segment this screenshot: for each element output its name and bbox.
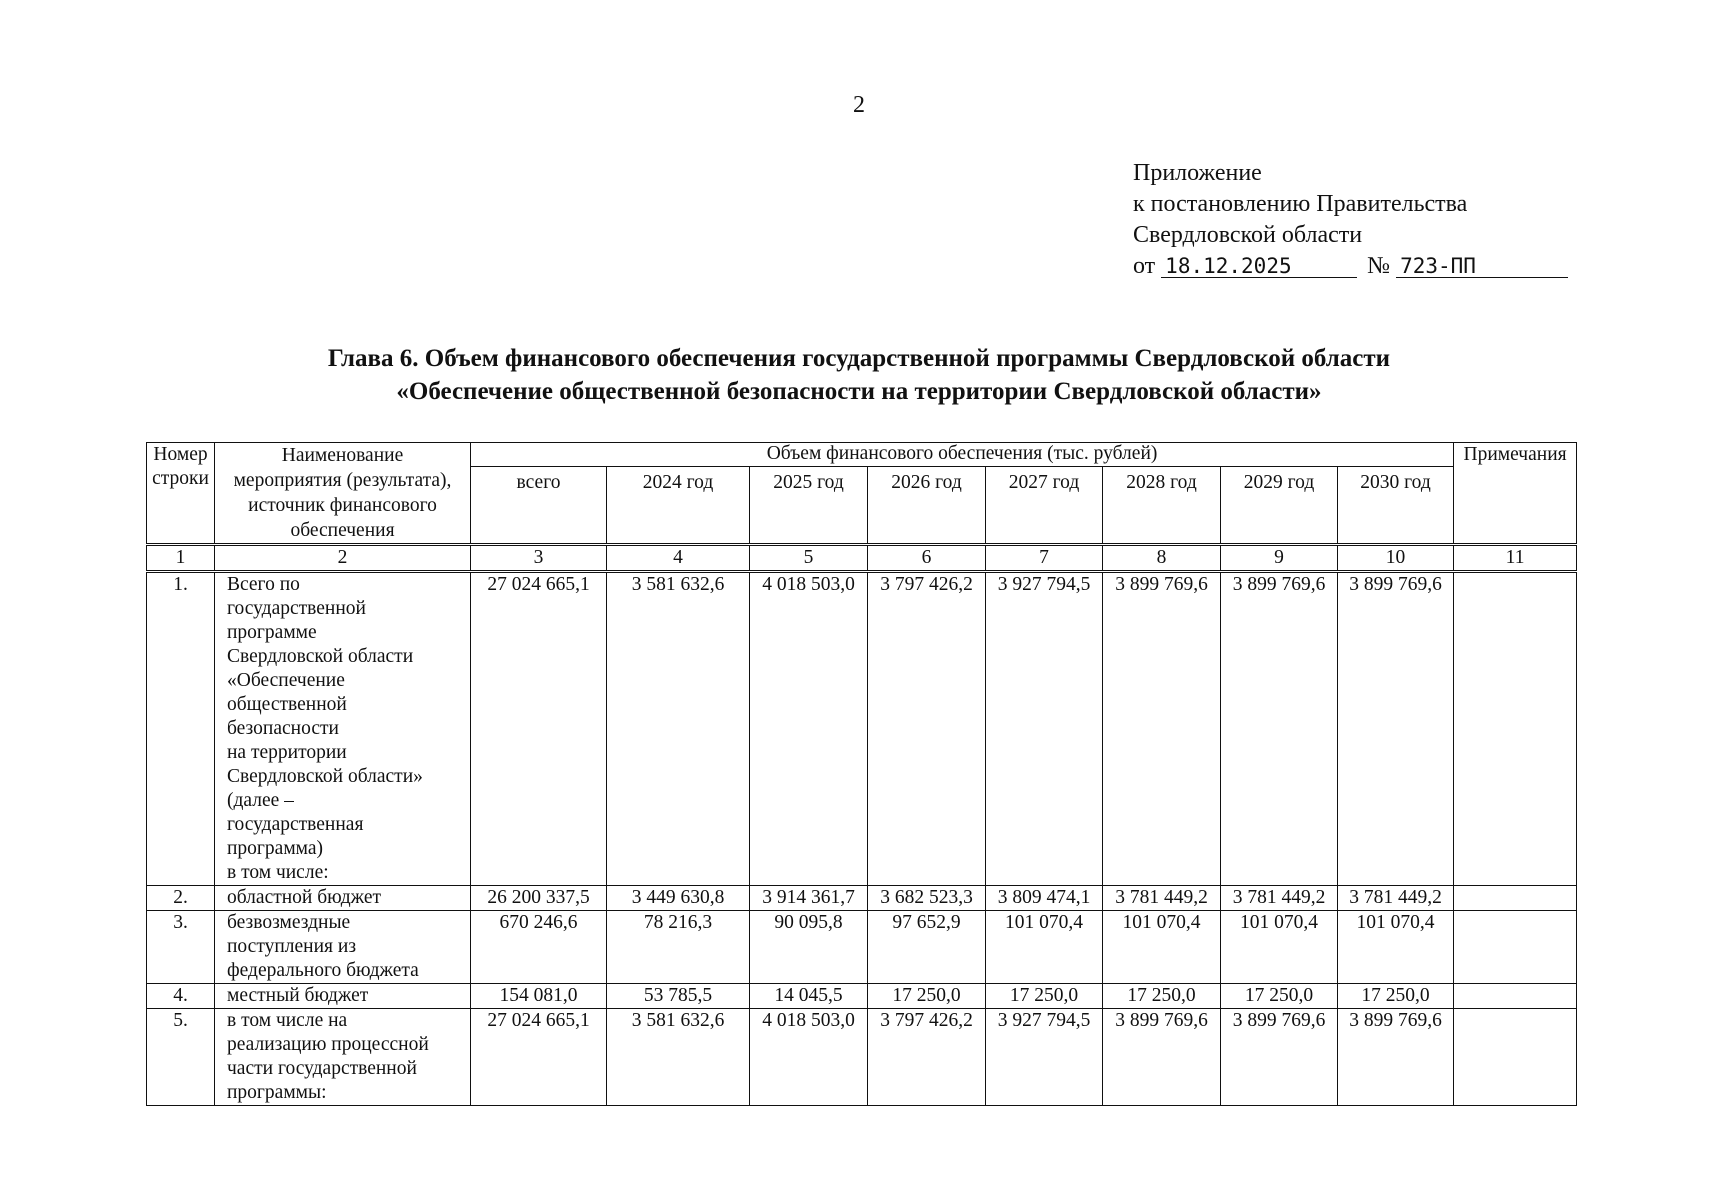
row-name-line: Свердловской области» (227, 766, 423, 787)
row-name-line: «Обеспечение (227, 670, 345, 691)
table-row (147, 886, 1577, 911)
resolution-number: 723-ПП (1396, 255, 1568, 278)
row-value: 3 809 474,1 (986, 886, 1103, 911)
row-value: 670 246,6 (471, 911, 607, 984)
row-name-line: государственная (227, 814, 364, 835)
row-value: 27 024 665,1 (471, 1009, 607, 1106)
row-number: 4. (147, 984, 215, 1009)
table-row (147, 984, 1577, 1009)
row-number: 3. (147, 911, 215, 984)
appendix-block (1133, 158, 1568, 282)
row-value: 3 899 769,6 (1103, 1009, 1221, 1106)
row-name-line: в том числе на (227, 1010, 348, 1031)
header-row-number-line: Номер (153, 444, 208, 465)
row-number: 1. (147, 572, 215, 886)
header-row-number-line: строки (152, 468, 209, 489)
header-year-2029: 2029 год (1221, 466, 1338, 544)
row-name-line: программе (227, 622, 317, 643)
column-number: 10 (1338, 545, 1454, 572)
appendix-resolution: к постановлению Правительства (1133, 191, 1468, 217)
row-value: 3 899 769,6 (1221, 572, 1338, 886)
row-value: 3 914 361,7 (750, 886, 868, 911)
row-name-line: местный бюджет (227, 985, 369, 1006)
appendix-region: Свердловской области (1133, 222, 1363, 248)
row-value: 3 927 794,5 (986, 572, 1103, 886)
number-sign: № (1367, 253, 1391, 279)
row-value: 17 250,0 (1338, 984, 1454, 1009)
row-name-line: в том числе: (227, 862, 329, 883)
row-value: 17 250,0 (1103, 984, 1221, 1009)
column-number: 5 (750, 545, 868, 572)
financing-table (146, 442, 1577, 1106)
row-value: 3 797 426,2 (868, 1009, 986, 1106)
row-value: 27 024 665,1 (471, 572, 607, 886)
header-year-total: всего (471, 466, 607, 544)
row-name-line: государственной (227, 598, 366, 619)
column-number: 3 (471, 545, 607, 572)
header-year-2024: 2024 год (607, 466, 750, 544)
header-name-line: источник финансового (248, 495, 437, 516)
column-number: 6 (868, 545, 986, 572)
row-value: 53 785,5 (607, 984, 750, 1009)
date-prefix: от (1133, 253, 1156, 279)
appendix-date-number (1133, 251, 1568, 282)
row-value: 3 781 449,2 (1338, 886, 1454, 911)
row-note (1454, 1009, 1577, 1106)
row-note (1454, 984, 1577, 1009)
row-name (215, 911, 471, 984)
row-name-line: реализацию процессной (227, 1034, 429, 1055)
appendix-title: Приложение (1133, 160, 1262, 186)
row-name-line: части государственной (227, 1058, 417, 1079)
chapter-heading-line-2: «Обеспечение общественной безопасности на территории Свердловской области» (396, 378, 1322, 405)
column-number: 8 (1103, 545, 1221, 572)
row-value: 3 682 523,3 (868, 886, 986, 911)
row-name-line: Свердловской области (227, 646, 414, 667)
row-name-line: (далее – (227, 790, 294, 811)
row-value: 3 927 794,5 (986, 1009, 1103, 1106)
row-value: 4 018 503,0 (750, 1009, 868, 1106)
row-name-line: Всего по (227, 574, 300, 595)
row-value: 3 899 769,6 (1103, 572, 1221, 886)
header-name-line: мероприятия (результата), (233, 470, 452, 491)
header-year-2030: 2030 год (1338, 466, 1454, 544)
row-name-line: областной бюджет (227, 887, 382, 908)
row-number: 5. (147, 1009, 215, 1106)
row-name-line: программа) (227, 838, 324, 859)
row-value: 3 899 769,6 (1338, 572, 1454, 886)
row-value: 3 797 426,2 (868, 572, 986, 886)
header-name-line: Наименование (281, 445, 404, 466)
row-value: 3 781 449,2 (1103, 886, 1221, 911)
row-value: 3 899 769,6 (1221, 1009, 1338, 1106)
row-name (215, 572, 471, 886)
chapter-heading (0, 342, 1718, 408)
header-name-line: обеспечения (290, 520, 395, 541)
column-number-row (147, 545, 1577, 572)
row-value: 3 581 632,6 (607, 1009, 750, 1106)
header-year-2027: 2027 год (986, 466, 1103, 544)
row-value: 4 018 503,0 (750, 572, 868, 886)
column-number: 1 (147, 545, 215, 572)
column-number: 11 (1454, 545, 1577, 572)
row-value: 17 250,0 (1221, 984, 1338, 1009)
row-name (215, 984, 471, 1009)
row-number: 2. (147, 886, 215, 911)
row-name (215, 1009, 471, 1106)
table-row (147, 572, 1577, 886)
header-volume-group: Объем финансового обеспечения (тыс. рублей) (471, 443, 1454, 467)
table-row (147, 911, 1577, 984)
column-number: 4 (607, 545, 750, 572)
row-value: 101 070,4 (1103, 911, 1221, 984)
row-value: 97 652,9 (868, 911, 986, 984)
row-value: 3 581 632,6 (607, 572, 750, 886)
header-name (215, 443, 471, 545)
row-value: 78 216,3 (607, 911, 750, 984)
page-number: 2 (853, 92, 865, 118)
header-year-2028: 2028 год (1103, 466, 1221, 544)
row-value: 14 045,5 (750, 984, 868, 1009)
table-row (147, 1009, 1577, 1106)
column-number: 2 (215, 545, 471, 572)
chapter-heading-line-1: Глава 6. Объем финансового обеспечения государственной программы Свердловской области (327, 345, 1391, 372)
row-value: 3 449 630,8 (607, 886, 750, 911)
row-name-line: программы: (227, 1082, 327, 1103)
header-notes: Примечания (1454, 443, 1577, 545)
row-note (1454, 911, 1577, 984)
row-note (1454, 572, 1577, 886)
row-value: 3 781 449,2 (1221, 886, 1338, 911)
row-value: 26 200 337,5 (471, 886, 607, 911)
row-value: 3 899 769,6 (1338, 1009, 1454, 1106)
row-name-line: общественной (227, 694, 347, 715)
row-name-line: безвозмездные (227, 912, 351, 933)
row-value: 17 250,0 (868, 984, 986, 1009)
header-row-number (147, 443, 215, 545)
row-name-line: на территории (227, 742, 347, 763)
header-year-2025: 2025 год (750, 466, 868, 544)
row-value: 101 070,4 (986, 911, 1103, 984)
row-value: 101 070,4 (1338, 911, 1454, 984)
row-value: 90 095,8 (750, 911, 868, 984)
resolution-date: 18.12.2025 (1161, 255, 1357, 278)
row-name (215, 886, 471, 911)
row-name-line: федерального бюджета (227, 960, 419, 981)
row-value: 17 250,0 (986, 984, 1103, 1009)
header-row-1 (147, 443, 1577, 467)
row-name-line: безопасности (227, 718, 339, 739)
row-value: 154 081,0 (471, 984, 607, 1009)
column-number: 9 (1221, 545, 1338, 572)
row-name-line: поступления из (227, 936, 357, 957)
column-number: 7 (986, 545, 1103, 572)
row-value: 101 070,4 (1221, 911, 1338, 984)
header-year-2026: 2026 год (868, 466, 986, 544)
row-note (1454, 886, 1577, 911)
